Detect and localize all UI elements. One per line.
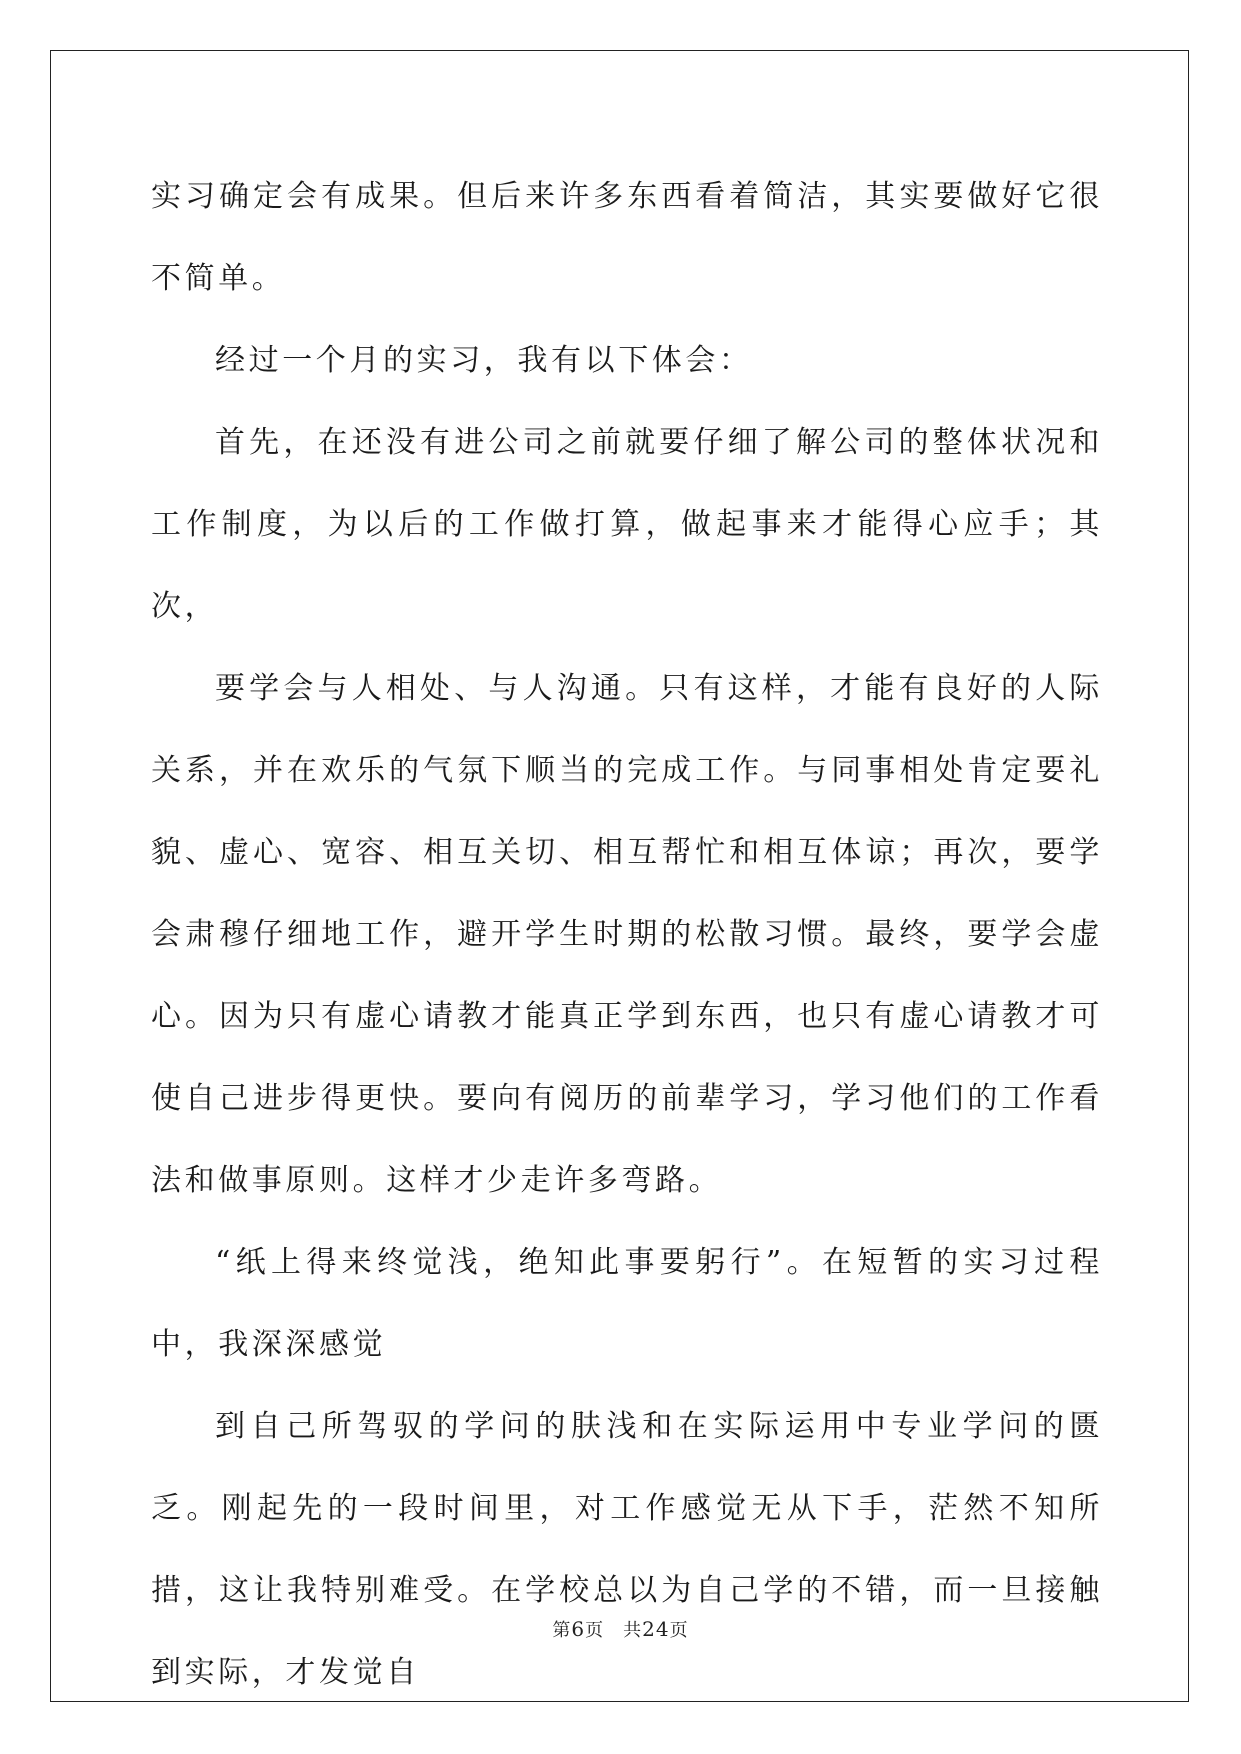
- page-footer: [0, 1616, 1241, 1642]
- total-page-number: 24: [642, 1617, 670, 1641]
- footer-mid: 页 共: [585, 1620, 643, 1641]
- paragraph-2: 经过一个月的实习，我有以下体会：: [215, 343, 753, 378]
- paragraph-4: 要学会与人相处、与人沟通。只有这样，才能有良好的人际关系，并在欢乐的气氛下顺当的完成工作。与同事相处肯定要礼貌、虚心、宽容、相互关切、相互帮忙和相互体谅；再次，要学会肃穆仔细地工作，避开学生时期的松散习惯。最终，要学会虚心。因为只有虚心请教才能真正学到东西，也只有虚心请教才可使自己进步得更快。要向有阅历的前辈学习，学习他们的工作看法和做事原则。这样才少走许多弯路。: [151, 671, 1103, 1198]
- document-body: [151, 156, 1103, 1714]
- footer-prefix: 第: [552, 1620, 572, 1641]
- paragraph-5: “纸上得来终觉浅，绝知此事要躬行”。在短暂的实习过程中，我深深感觉: [151, 1245, 1103, 1362]
- current-page-number: 6: [571, 1617, 586, 1641]
- paragraph-1: 实习确定会有成果。但后来许多东西看着简洁，其实要做好它很不简单。: [151, 179, 1103, 296]
- paragraph-6: 到自己所驾驭的学问的肤浅和在实际运用中专业学问的匮乏。刚起先的一段时间里，对工作感觉无从下手，茫然不知所措，这让我特别难受。在学校总以为自己学的不错，而一旦接触到实际，才发觉自: [151, 1409, 1103, 1690]
- footer-suffix: 页: [669, 1620, 689, 1641]
- paragraph-3: 首先，在还没有进公司之前就要仔细了解公司的整体状况和工作制度，为以后的工作做打算，做起事来才能得心应手；其次，: [151, 425, 1103, 624]
